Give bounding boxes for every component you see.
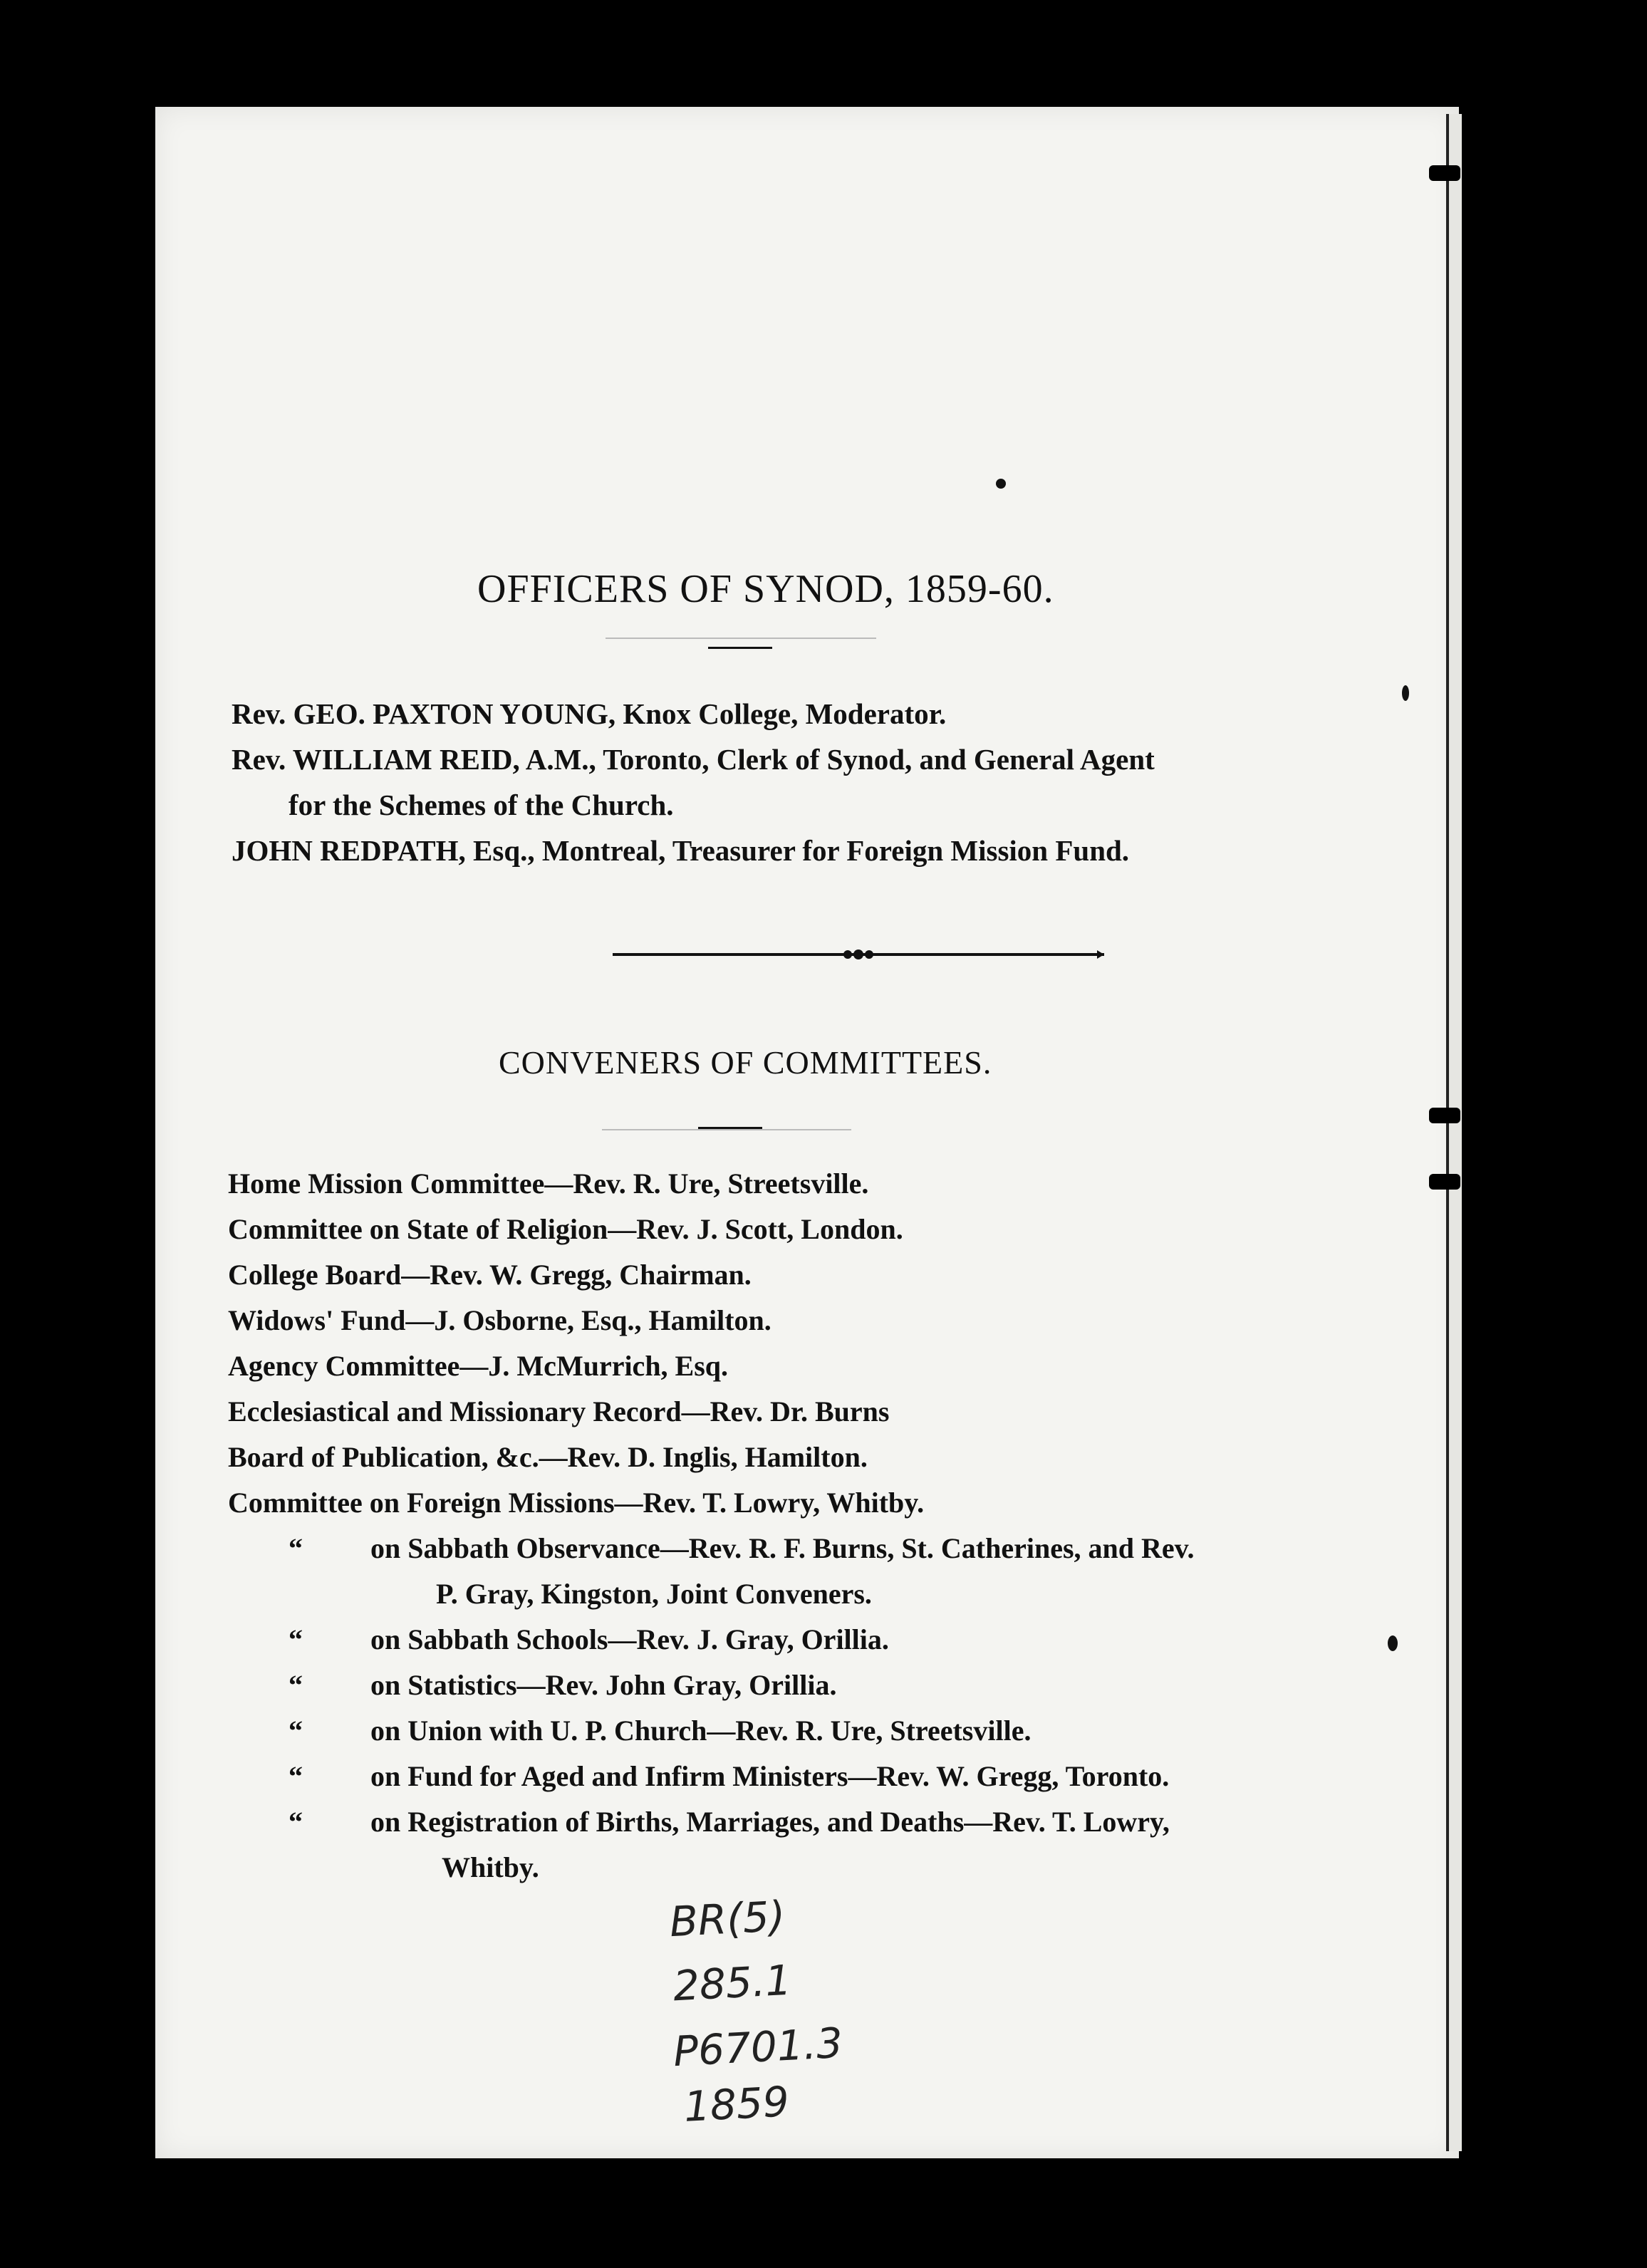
officer-line: for the Schemes of the Church. xyxy=(289,789,674,821)
convener-line: College Board—Rev. W. Gregg, Chairman. xyxy=(228,1259,752,1291)
convener-line: Committee on Foreign Missions—Rev. T. Lowry, Whitby. xyxy=(228,1487,925,1519)
binding-mark xyxy=(1429,1108,1460,1123)
catalog-annotation: 285.1 xyxy=(672,1955,793,2011)
ditto-mark: “ xyxy=(289,1669,303,1701)
faint-rule xyxy=(602,1129,851,1130)
officer-line: Rev. WILLIAM REID, A.M., Toronto, Clerk of Synod, and General Agent xyxy=(232,743,1155,776)
ornament-divider xyxy=(613,949,1104,960)
ditto-mark: “ xyxy=(289,1806,303,1838)
convener-line: Ecclesiastical and Missionary Record—Rev. Dr. Burns xyxy=(228,1395,890,1427)
convener-line: Committee on State of Religion—Rev. J. Scott, London. xyxy=(228,1213,903,1245)
ditto-mark: “ xyxy=(289,1623,303,1655)
officer-line: JOHN REDPATH, Esq., Montreal, Treasurer for Foreign Mission Fund. xyxy=(232,834,1130,867)
catalog-annotation: 1859 xyxy=(682,2077,791,2131)
faint-rule xyxy=(606,638,876,639)
document-page xyxy=(155,107,1459,2158)
officer-line: Rev. GEO. PAXTON YOUNG, Knox College, Moderator. xyxy=(232,697,947,730)
page-edge xyxy=(1446,114,1462,2151)
ditto-mark: “ xyxy=(289,1532,303,1564)
edge-mark xyxy=(1388,1635,1398,1651)
convener-line: Home Mission Committee—Rev. R. Ure, Streetsville. xyxy=(228,1167,869,1200)
convener-line: Board of Publication, &c.—Rev. D. Inglis, Hamilton. xyxy=(228,1441,868,1473)
catalog-annotation: BR(5) xyxy=(668,1891,786,1947)
convener-line: on Statistics—Rev. John Gray, Orillia. xyxy=(370,1669,837,1701)
convener-line: on Sabbath Observance—Rev. R. F. Burns, St. Catherines, and Rev. xyxy=(370,1532,1195,1564)
convener-line: on Union with U. P. Church—Rev. R. Ure, Streetsville. xyxy=(370,1715,1032,1747)
convener-line: on Sabbath Schools—Rev. J. Gray, Orillia. xyxy=(370,1623,889,1655)
catalog-annotation: P6701.3 xyxy=(672,2018,844,2076)
convener-line: Widows' Fund—J. Osborne, Esq., Hamilton. xyxy=(228,1304,771,1336)
officers-title: OFFICERS OF SYNOD, 1859-60. xyxy=(477,567,1054,611)
binding-mark xyxy=(1429,165,1460,181)
binding-mark xyxy=(1429,1174,1460,1190)
convener-line: Whitby. xyxy=(442,1851,539,1883)
edge-mark xyxy=(1402,685,1409,701)
convener-line: Agency Committee—J. McMurrich, Esq. xyxy=(228,1350,729,1382)
convener-line: P. Gray, Kingston, Joint Conveners. xyxy=(436,1578,872,1610)
convener-line: on Registration of Births, Marriages, and Deaths—Rev. T. Lowry, xyxy=(370,1806,1170,1838)
title-rule xyxy=(708,647,772,649)
conveners-title: CONVENERS OF COMMITTEES. xyxy=(499,1044,992,1081)
dot-mark xyxy=(996,479,1006,489)
convener-line: on Fund for Aged and Infirm Ministers—Rev. W. Gregg, Toronto. xyxy=(370,1760,1170,1792)
ditto-mark: “ xyxy=(289,1715,303,1747)
ditto-mark: “ xyxy=(289,1760,303,1792)
